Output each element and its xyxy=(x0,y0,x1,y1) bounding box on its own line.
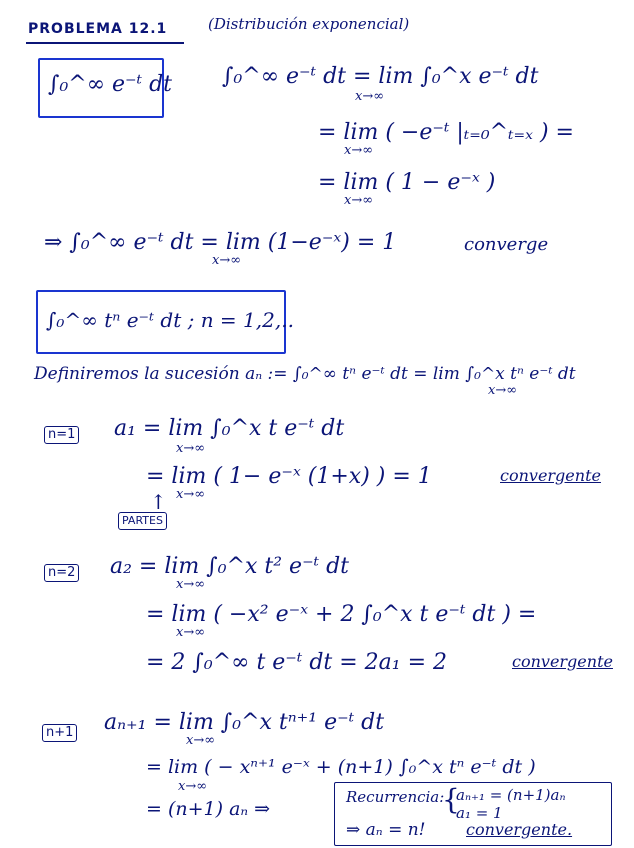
s2-definition: Definiremos la sucesión aₙ := ∫₀^∞ tⁿ e⁻ᵗ dt = lim ∫₀^x tⁿ e⁻ᵗ dt xyxy=(34,364,576,384)
problem-subtitle: (Distribución exponencial) xyxy=(208,15,410,33)
recurrence-eq1: aₙ₊₁ = (n+1)aₙ xyxy=(456,786,566,804)
n1-verdict: convergente xyxy=(500,466,601,485)
s1-conclusion: ⇒ ∫₀^∞ e⁻ᵗ dt = lim (1−e⁻ˣ) = 1 xyxy=(44,230,397,255)
title-underline xyxy=(26,42,184,44)
s1-step2: = lim ( −e⁻ᵗ |ₜ₌₀^ₜ₌ₓ ) = xyxy=(318,120,574,145)
n2-line2-lim: x→∞ xyxy=(176,625,206,640)
nplus1-line1: aₙ₊₁ = lim ∫₀^x tⁿ⁺¹ e⁻ᵗ dt xyxy=(104,710,385,735)
case-n1-tag: n=1 xyxy=(44,426,79,444)
boxed-integral-2-text: ∫₀^∞ tⁿ e⁻ᵗ dt ; n = 1,2,.. xyxy=(46,308,294,332)
partes-arrow-icon: ↑ xyxy=(150,490,167,514)
n1-line2-lim: x→∞ xyxy=(176,487,206,502)
recurrence-brace: { xyxy=(442,783,460,816)
partes-note: PARTES xyxy=(118,512,167,530)
s1-step1: ∫₀^∞ e⁻ᵗ dt = lim ∫₀^x e⁻ᵗ dt xyxy=(222,64,539,89)
n1-line1: a₁ = lim ∫₀^x t e⁻ᵗ dt xyxy=(114,416,345,441)
recurrence-verdict: convergente. xyxy=(466,820,573,839)
s2-definition-lim: x→∞ xyxy=(488,383,518,398)
n1-line2: = lim ( 1− e⁻ˣ (1+x) ) = 1 xyxy=(146,464,432,489)
s1-conclusion-lim: x→∞ xyxy=(212,253,242,268)
s1-step3: = lim ( 1 − e⁻ˣ ) xyxy=(318,170,496,195)
problem-title: PROBLEMA 12.1 xyxy=(28,21,168,37)
nplus1-line2-lim: x→∞ xyxy=(178,779,208,794)
n2-line1-lim: x→∞ xyxy=(176,577,206,592)
n2-verdict: convergente xyxy=(512,652,613,671)
n2-line1: a₂ = lim ∫₀^x t² e⁻ᵗ dt xyxy=(110,554,350,579)
s1-verdict: converge xyxy=(464,234,549,255)
s1-step3-lim: x→∞ xyxy=(344,193,374,208)
s1-step2-lim: x→∞ xyxy=(344,143,374,158)
n2-line3: = 2 ∫₀^∞ t e⁻ᵗ dt = 2a₁ = 2 xyxy=(146,650,448,675)
nplus1-line1-lim: x→∞ xyxy=(186,733,216,748)
s1-step1-lim: x→∞ xyxy=(355,89,385,104)
n1-line1-lim: x→∞ xyxy=(176,441,206,456)
nplus1-line3: = (n+1) aₙ ⇒ xyxy=(146,798,271,820)
nplus1-line2: = lim ( − xⁿ⁺¹ e⁻ˣ + (n+1) ∫₀^x tⁿ e⁻ᵗ dt ) xyxy=(146,756,536,778)
case-n-plus-1-tag: n+1 xyxy=(42,724,77,742)
boxed-integral-1-text: ∫₀^∞ e⁻ᵗ dt xyxy=(48,72,173,97)
case-n2-tag: n=2 xyxy=(44,564,79,582)
recurrence-eq2: a₁ = 1 xyxy=(456,804,503,822)
n2-line2: = lim ( −x² e⁻ˣ + 2 ∫₀^x t e⁻ᵗ dt ) = xyxy=(146,602,537,627)
recurrence-result: ⇒ aₙ = n! xyxy=(346,820,426,840)
recurrence-label: Recurrencia: xyxy=(346,788,445,806)
